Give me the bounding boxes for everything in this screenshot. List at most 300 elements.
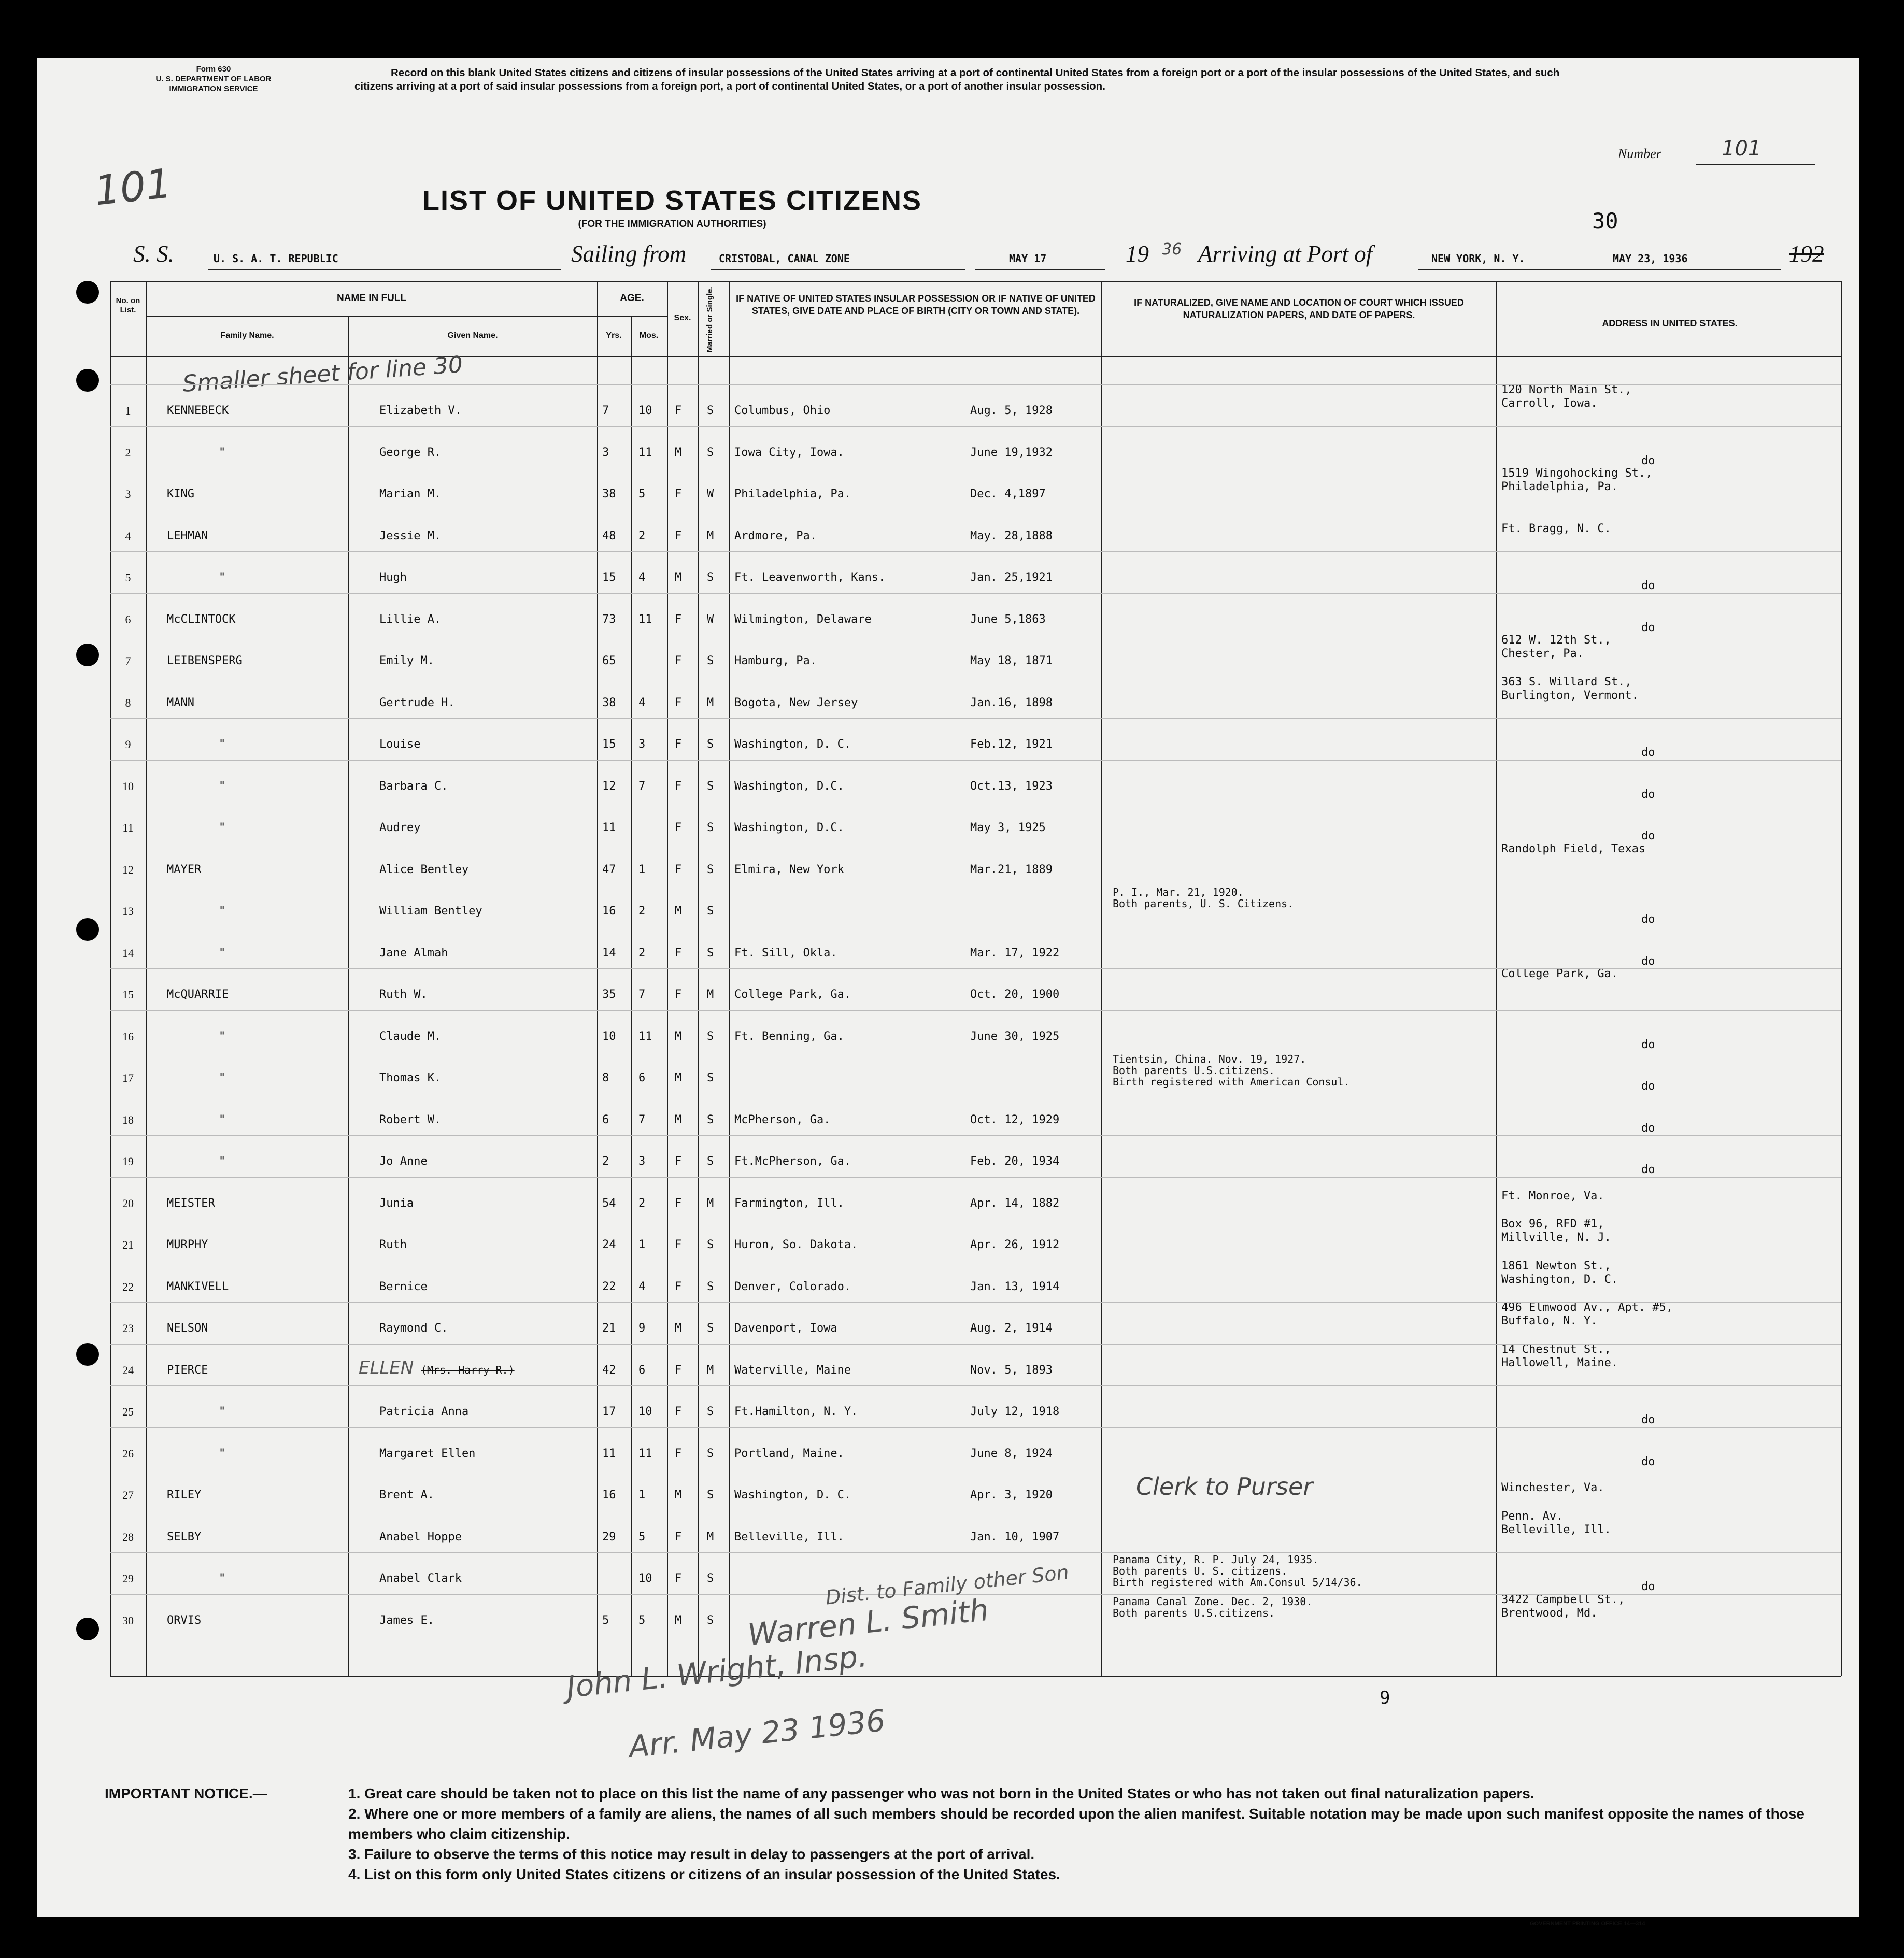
age-months: 2 xyxy=(638,529,646,542)
birth-place: Ft.McPherson, Ga. xyxy=(734,1155,851,1168)
family-name: " xyxy=(219,571,226,584)
age-years: 7 xyxy=(602,404,609,417)
row-number: 18 xyxy=(122,1113,134,1126)
marital-status: S xyxy=(707,1280,714,1293)
row-number: 14 xyxy=(122,946,134,960)
address-line-2: do xyxy=(1641,913,1655,926)
birth-place: McPherson, Ga. xyxy=(734,1113,831,1126)
sex: F xyxy=(675,696,682,709)
naturalization-line-1: P. I., Mar. 21, 1920. xyxy=(1113,886,1244,898)
header-sex: Sex. xyxy=(674,313,691,322)
binder-hole xyxy=(76,644,99,666)
row-number: 12 xyxy=(122,863,134,876)
service-name: IMMIGRATION SERVICE xyxy=(169,84,258,93)
age-months: 7 xyxy=(638,779,646,793)
given-name: Gertrude H. xyxy=(379,696,455,709)
given-name: Raymond C. xyxy=(379,1322,448,1335)
birth-place: Portland, Maine. xyxy=(734,1447,844,1460)
sex: M xyxy=(675,1071,682,1084)
age-years: 24 xyxy=(602,1238,616,1251)
address-line-1: 363 S. Willard St., xyxy=(1501,675,1632,689)
age-months: 7 xyxy=(638,988,646,1001)
family-name: McCLINTOCK xyxy=(167,612,236,626)
naturalization-line-1: Panama City, R. P. July 24, 1935. xyxy=(1113,1553,1319,1566)
family-name: MANKIVELL xyxy=(167,1280,229,1293)
notice-heading: IMPORTANT NOTICE.— xyxy=(105,1785,267,1802)
binder-hole xyxy=(76,369,99,392)
given-name: Margaret Ellen xyxy=(379,1447,476,1460)
arrival-date: MAY 23, 1936 xyxy=(1613,252,1688,265)
row-number: 6 xyxy=(125,612,131,626)
marital-status: S xyxy=(707,1155,714,1168)
birth-place: Washington, D. C. xyxy=(734,738,851,751)
age-months: 5 xyxy=(638,488,646,501)
family-name: LEHMAN xyxy=(167,529,208,542)
family-name: MANN xyxy=(167,696,194,709)
address-line-2: Millville, N. J. xyxy=(1501,1231,1611,1244)
birth-place: Huron, So. Dakota. xyxy=(734,1238,858,1251)
sex: F xyxy=(675,863,682,876)
family-name: SELBY xyxy=(167,1530,202,1543)
birth-date: Oct. 12, 1929 xyxy=(970,1113,1060,1126)
family-name: RILEY xyxy=(167,1489,202,1502)
marital-status: S xyxy=(707,1405,714,1418)
notice-item-4: 4. List on this form only United States citizens or citizens of an insular possession of the United States. xyxy=(348,1866,1060,1882)
row-number: 24 xyxy=(122,1363,134,1377)
family-name: LEIBENSPERG xyxy=(167,654,243,667)
family-name: " xyxy=(219,1572,226,1585)
birth-place: Waterville, Maine xyxy=(734,1363,851,1377)
marital-status: M xyxy=(707,1530,714,1543)
arrival-port: NEW YORK, N. Y. xyxy=(1431,252,1525,265)
address-line-1: 496 Elmwood Av., Apt. #5, xyxy=(1501,1301,1673,1314)
birth-place: Philadelphia, Pa. xyxy=(734,488,851,501)
age-months: 10 xyxy=(638,1572,652,1585)
birth-date: June 5,1863 xyxy=(970,612,1046,626)
arrival-underline xyxy=(1418,269,1781,270)
age-months: 10 xyxy=(638,1405,652,1418)
sailing-underline xyxy=(711,269,965,270)
marital-status: S xyxy=(707,738,714,751)
binder-hole xyxy=(76,281,99,304)
binder-hole xyxy=(76,1618,99,1640)
age-months: 4 xyxy=(638,696,646,709)
age-years: 16 xyxy=(602,905,616,918)
address-line-2: Hallowell, Maine. xyxy=(1501,1356,1618,1369)
naturalization-line-3: Birth registered with Am.Consul 5/14/36. xyxy=(1113,1576,1362,1589)
row-number: 8 xyxy=(125,696,131,709)
marital-status: S xyxy=(707,779,714,793)
birth-date: Aug. 5, 1928 xyxy=(970,404,1053,417)
sailing-port: CRISTOBAL, CANAL ZONE xyxy=(719,252,850,265)
row-number: 23 xyxy=(122,1322,134,1335)
age-years: 73 xyxy=(602,612,616,626)
marital-status: S xyxy=(707,1030,714,1043)
row-number: 29 xyxy=(122,1572,134,1585)
birth-date: Oct. 20, 1900 xyxy=(970,988,1060,1001)
date-underline xyxy=(975,269,1105,270)
col-line xyxy=(146,281,147,1676)
sex: F xyxy=(675,1572,682,1585)
address-line-2: do xyxy=(1641,1163,1655,1176)
sex: F xyxy=(675,488,682,501)
given-name: Lillie A. xyxy=(379,612,442,626)
header-age: AGE. xyxy=(620,293,644,304)
row-rule xyxy=(110,1135,1841,1136)
row-number: 11 xyxy=(122,821,134,834)
birth-place: Ft. Sill, Okla. xyxy=(734,946,837,960)
marital-status: W xyxy=(707,488,714,501)
handwritten-top-note: Smaller sheet for line 30 xyxy=(181,351,464,397)
given-name: Hugh xyxy=(379,571,407,584)
header-yrs: Yrs. xyxy=(606,331,622,340)
given-name: Brent A. xyxy=(379,1489,434,1502)
family-name: " xyxy=(219,946,226,960)
birth-place: Washington, D. C. xyxy=(734,1489,851,1502)
age-months: 2 xyxy=(638,946,646,960)
row-number: 13 xyxy=(122,905,134,918)
address-line-1: Randolph Field, Texas xyxy=(1501,842,1646,855)
age-months: 11 xyxy=(638,1447,652,1460)
given-name: Junia xyxy=(379,1196,414,1210)
marital-status: S xyxy=(707,1113,714,1126)
header-mos: Mos. xyxy=(639,331,659,340)
address-line-1: 1519 Wingohocking St., xyxy=(1501,467,1653,480)
age-years: 14 xyxy=(602,946,616,960)
sex: M xyxy=(675,1322,682,1335)
birth-place: Wilmington, Delaware xyxy=(734,612,872,626)
age-months: 2 xyxy=(638,1196,646,1210)
sex: M xyxy=(675,1613,682,1627)
row-number: 3 xyxy=(125,488,131,501)
address-line-1: 612 W. 12th St., xyxy=(1501,634,1611,647)
marital-status: M xyxy=(707,1363,714,1377)
sex: F xyxy=(675,612,682,626)
marital-status: S xyxy=(707,1489,714,1502)
age-months: 5 xyxy=(638,1613,646,1627)
given-name: Elizabeth V. xyxy=(379,404,462,417)
birth-date: July 12, 1918 xyxy=(970,1405,1060,1418)
row-rule xyxy=(110,426,1841,427)
given-name: Ruth W. xyxy=(379,988,428,1001)
sex: F xyxy=(675,946,682,960)
given-name: Louise xyxy=(379,738,421,751)
birth-date: Feb.12, 1921 xyxy=(970,738,1053,751)
marital-status: S xyxy=(707,1071,714,1084)
sex: M xyxy=(675,446,682,459)
age-months: 11 xyxy=(638,612,652,626)
address-line-2: Buffalo, N. Y. xyxy=(1501,1314,1598,1327)
marital-status: S xyxy=(707,571,714,584)
address-line-2: do xyxy=(1641,1080,1655,1093)
marital-status: S xyxy=(707,946,714,960)
age-months: 6 xyxy=(638,1363,646,1377)
birth-date: May. 28,1888 xyxy=(970,529,1053,542)
naturalization-line-2: Both parents U. S. citizens. xyxy=(1113,1565,1288,1577)
handwritten-arrival-stamp: Arr. May 23 1936 xyxy=(627,1703,887,1765)
sex: M xyxy=(675,905,682,918)
given-name: Anabel Clark xyxy=(379,1572,462,1585)
marital-status: S xyxy=(707,1572,714,1585)
birth-place: Ft.Hamilton, N. Y. xyxy=(734,1405,858,1418)
birth-date: May 18, 1871 xyxy=(970,654,1053,667)
row-number: 5 xyxy=(125,571,131,584)
row-rule xyxy=(110,1344,1841,1345)
family-name: MEISTER xyxy=(167,1196,215,1210)
birth-place: Bogota, New Jersey xyxy=(734,696,858,709)
birth-date: Apr. 14, 1882 xyxy=(970,1196,1060,1210)
marital-status: S xyxy=(707,446,714,459)
birth-place: Ardmore, Pa. xyxy=(734,529,817,542)
row-number: 10 xyxy=(122,779,134,793)
family-name: KENNEBECK xyxy=(167,404,229,417)
given-name: Thomas K. xyxy=(379,1071,442,1084)
naturalization-line-2: Both parents U.S.citizens. xyxy=(1113,1606,1275,1619)
address-line-2: Burlington, Vermont. xyxy=(1501,689,1639,702)
header-name-in-full: NAME IN FULL xyxy=(336,293,407,304)
given-name: ELLEN xyxy=(359,1357,414,1378)
birth-place: Farmington, Ill. xyxy=(734,1196,844,1210)
notice-item-2: 2. Where one or more members of a family are aliens, the names of all such members should be recorded upon the alien manifest. Suitable notation may be made upon such manifest opposite the names of those members who claim citizenship. xyxy=(348,1806,1804,1842)
family-name: " xyxy=(219,1405,226,1418)
row-number: 4 xyxy=(125,529,131,542)
row-number: 1 xyxy=(125,404,131,417)
marital-status: S xyxy=(707,863,714,876)
age-months: 1 xyxy=(638,1238,646,1251)
family-name: " xyxy=(219,1071,226,1084)
address-line-1: College Park, Ga. xyxy=(1501,967,1618,980)
row-rule xyxy=(110,384,1841,385)
given-name: Claude M. xyxy=(379,1030,442,1043)
sailing-date: MAY 17 xyxy=(1009,252,1047,265)
address-line-2: do xyxy=(1641,1580,1655,1593)
address-line-2: do xyxy=(1641,1455,1655,1468)
sex: F xyxy=(675,529,682,542)
sailing-label: Sailing from xyxy=(571,241,687,267)
family-name: " xyxy=(219,738,226,751)
naturalization-line-2: Both parents, U. S. Citizens. xyxy=(1113,897,1294,910)
marital-status: M xyxy=(707,1196,714,1210)
header-no-on-list: No. on List. xyxy=(116,296,140,315)
birth-date: Nov. 5, 1893 xyxy=(970,1363,1053,1377)
address-line-2: do xyxy=(1641,454,1655,467)
family-name: " xyxy=(219,1030,226,1043)
marital-status: M xyxy=(707,529,714,542)
address-line-2: do xyxy=(1641,746,1655,759)
birth-date: Mar. 17, 1922 xyxy=(970,946,1060,960)
sex: F xyxy=(675,1196,682,1210)
number-value: 101 xyxy=(1722,137,1761,161)
given-name: Jane Almah xyxy=(379,946,448,960)
age-years: 38 xyxy=(602,696,616,709)
age-years: 54 xyxy=(602,1196,616,1210)
age-years: 42 xyxy=(602,1363,616,1377)
page-title: LIST OF UNITED STATES CITIZENS xyxy=(422,185,922,216)
address-line-1: 14 Chestnut St., xyxy=(1501,1342,1611,1356)
col-line xyxy=(348,316,349,1676)
age-months: 11 xyxy=(638,1030,652,1043)
row-rule xyxy=(110,760,1841,761)
family-name: MURPHY xyxy=(167,1238,208,1251)
row-number: 17 xyxy=(122,1071,134,1084)
header-naturalized: IF NATURALIZED, GIVE NAME AND LOCATION OF COURT WHICH ISSUED NATURALIZATION PAPERS, AND DATE OF PAPERS. xyxy=(1134,297,1464,320)
handwritten-family-note: Dist. to Family other Son xyxy=(824,1561,1070,1609)
sex: M xyxy=(675,1113,682,1126)
row-rule xyxy=(110,1302,1841,1303)
header-family-name: Family Name. xyxy=(220,331,274,340)
year-printed: 19 xyxy=(1126,241,1149,267)
birth-place: College Park, Ga. xyxy=(734,988,851,1001)
birth-place: Denver, Colorado. xyxy=(734,1280,851,1293)
address-line-2: do xyxy=(1641,830,1655,842)
col-line xyxy=(667,281,668,1676)
address-line-2: Philadelphia, Pa. xyxy=(1501,480,1618,493)
sheet-number: 30 xyxy=(1592,208,1618,234)
marital-status: S xyxy=(707,1238,714,1251)
age-months: 7 xyxy=(638,1113,646,1126)
family-name: PIERCE xyxy=(167,1363,208,1377)
row-rule xyxy=(110,1010,1841,1011)
address-line-1: Box 96, RFD #1, xyxy=(1501,1218,1604,1231)
row-number: 15 xyxy=(122,988,134,1001)
row-number: 20 xyxy=(122,1196,134,1210)
birth-date: June 8, 1924 xyxy=(970,1447,1053,1460)
age-subheader-line xyxy=(597,316,667,317)
address-line-1: 120 North Main St., xyxy=(1501,383,1632,396)
sex: F xyxy=(675,1363,682,1377)
manifest-page xyxy=(37,58,1859,1927)
sex: F xyxy=(675,1155,682,1168)
given-name: Bernice xyxy=(379,1280,428,1293)
birth-place: Ft. Leavenworth, Kans. xyxy=(734,571,886,584)
birth-date: Jan.16, 1898 xyxy=(970,696,1053,709)
age-years: 38 xyxy=(602,488,616,501)
sex: F xyxy=(675,1530,682,1543)
row-number: 16 xyxy=(122,1030,134,1043)
birth-place: Davenport, Iowa xyxy=(734,1322,837,1335)
given-name: Emily M. xyxy=(379,654,434,667)
birth-date: Aug. 2, 1914 xyxy=(970,1322,1053,1335)
birth-place: Iowa City, Iowa. xyxy=(734,446,844,459)
given-name: Barbara C. xyxy=(379,779,448,793)
col-line xyxy=(1101,281,1102,1676)
age-years: 12 xyxy=(602,779,616,793)
header-address: ADDRESS IN UNITED STATES. xyxy=(1602,318,1738,328)
handwritten-signature-1: Warren L. Smith xyxy=(746,1592,990,1653)
age-months: 4 xyxy=(638,1280,646,1293)
sex: F xyxy=(675,1405,682,1418)
given-name: James E. xyxy=(379,1613,434,1627)
birth-place: Washington, D.C. xyxy=(734,821,844,834)
row-rule xyxy=(110,593,1841,594)
row-rule xyxy=(110,968,1841,969)
age-months: 2 xyxy=(638,905,646,918)
address-line-2: do xyxy=(1641,1038,1655,1051)
address-line-1: Penn. Av. xyxy=(1501,1509,1564,1523)
col-line xyxy=(631,316,632,1676)
birth-date: June 30, 1925 xyxy=(970,1030,1060,1043)
header-native: IF NATIVE OF UNITED STATES INSULAR POSSESSION OR IF NATIVE OF UNITED STATES, GIVE DATE AND PLACE OF BIRTH (CITY OR TOWN AND STATE). xyxy=(736,293,1096,316)
notice-item-3: 3. Failure to observe the terms of this notice may result in delay to passengers at the port of arrival. xyxy=(348,1846,1035,1862)
age-years: 65 xyxy=(602,654,616,667)
birth-date: Oct.13, 1923 xyxy=(970,779,1053,793)
header-married-single: Married or Single. xyxy=(705,287,714,353)
family-name: MAYER xyxy=(167,863,202,876)
birth-place: Belleville, Ill. xyxy=(734,1530,844,1543)
birth-place: Columbus, Ohio xyxy=(734,404,831,417)
address-line-2: do xyxy=(1641,1121,1655,1135)
col-line xyxy=(1841,281,1842,1676)
sex: F xyxy=(675,404,682,417)
col-line xyxy=(597,281,598,1676)
col-line xyxy=(698,281,699,1676)
birth-date: Apr. 26, 1912 xyxy=(970,1238,1060,1251)
birth-date: Jan. 10, 1907 xyxy=(970,1530,1060,1543)
given-name: William Bentley xyxy=(379,905,482,918)
age-years: 5 xyxy=(602,1613,609,1627)
arriving-label: Arriving at Port of xyxy=(1198,241,1373,267)
birth-date: Jan. 13, 1914 xyxy=(970,1280,1060,1293)
address-line-2: do xyxy=(1641,788,1655,801)
birth-date: Mar.21, 1889 xyxy=(970,863,1053,876)
address-line-2: Ft. Bragg, N. C. xyxy=(1501,522,1611,535)
sex: F xyxy=(675,988,682,1001)
year-written: 36 xyxy=(1162,240,1182,259)
given-name: Anabel Hoppe xyxy=(379,1530,462,1543)
age-years: 8 xyxy=(602,1071,609,1084)
address-line-2: Carroll, Iowa. xyxy=(1501,397,1598,410)
given-name: Alice Bentley xyxy=(379,863,469,876)
age-years: 16 xyxy=(602,1489,616,1502)
age-years: 3 xyxy=(602,446,609,459)
row-number: 19 xyxy=(122,1155,134,1168)
marital-status: M xyxy=(707,988,714,1001)
address-line-2: Chester, Pa. xyxy=(1501,647,1584,660)
family-name: " xyxy=(219,1113,226,1126)
family-name: " xyxy=(219,821,226,834)
birth-place: Washington, D.C. xyxy=(734,779,844,793)
family-name: " xyxy=(219,779,226,793)
form-instructions: Record on this blank United States citizens and citizens of insular possessions of the United States arriving at a port of continental United States from a foreign port or a port of the insular possessions of the United States, and such citizens arriving at a port of said insular possessions from a foreign port, a port of continental United States, or a port of another insular possession. xyxy=(354,67,1560,92)
given-name: Ruth xyxy=(379,1238,407,1251)
row-number: 7 xyxy=(125,654,131,667)
marital-status: W xyxy=(707,612,714,626)
marital-status: S xyxy=(707,1447,714,1460)
year-end: 192 xyxy=(1789,241,1824,267)
row-number: 22 xyxy=(122,1280,134,1293)
given-name: Patricia Anna xyxy=(379,1405,469,1418)
given-name: Audrey xyxy=(379,821,421,834)
age-years: 15 xyxy=(602,571,616,584)
given-name: Jo Anne xyxy=(379,1155,428,1168)
birth-date: June 19,1932 xyxy=(970,446,1053,459)
sex: F xyxy=(675,821,682,834)
col-line xyxy=(729,281,730,1676)
naturalization-line-2: Both parents U.S.citizens. xyxy=(1113,1064,1275,1077)
family-name: McQUARRIE xyxy=(167,988,229,1001)
margin-note: 101 xyxy=(92,160,174,215)
address-line-2: Belleville, Ill. xyxy=(1501,1523,1611,1536)
naturalization-line-3: Birth registered with American Consul. xyxy=(1113,1076,1350,1088)
sex: F xyxy=(675,738,682,751)
family-name: " xyxy=(219,905,226,918)
row-rule xyxy=(110,1177,1841,1178)
given-name-struck: (Mrs. Harry R.) xyxy=(421,1363,515,1376)
age-years: 6 xyxy=(602,1113,609,1126)
age-months: 3 xyxy=(638,1155,646,1168)
sex: F xyxy=(675,779,682,793)
age-years: 17 xyxy=(602,1405,616,1418)
